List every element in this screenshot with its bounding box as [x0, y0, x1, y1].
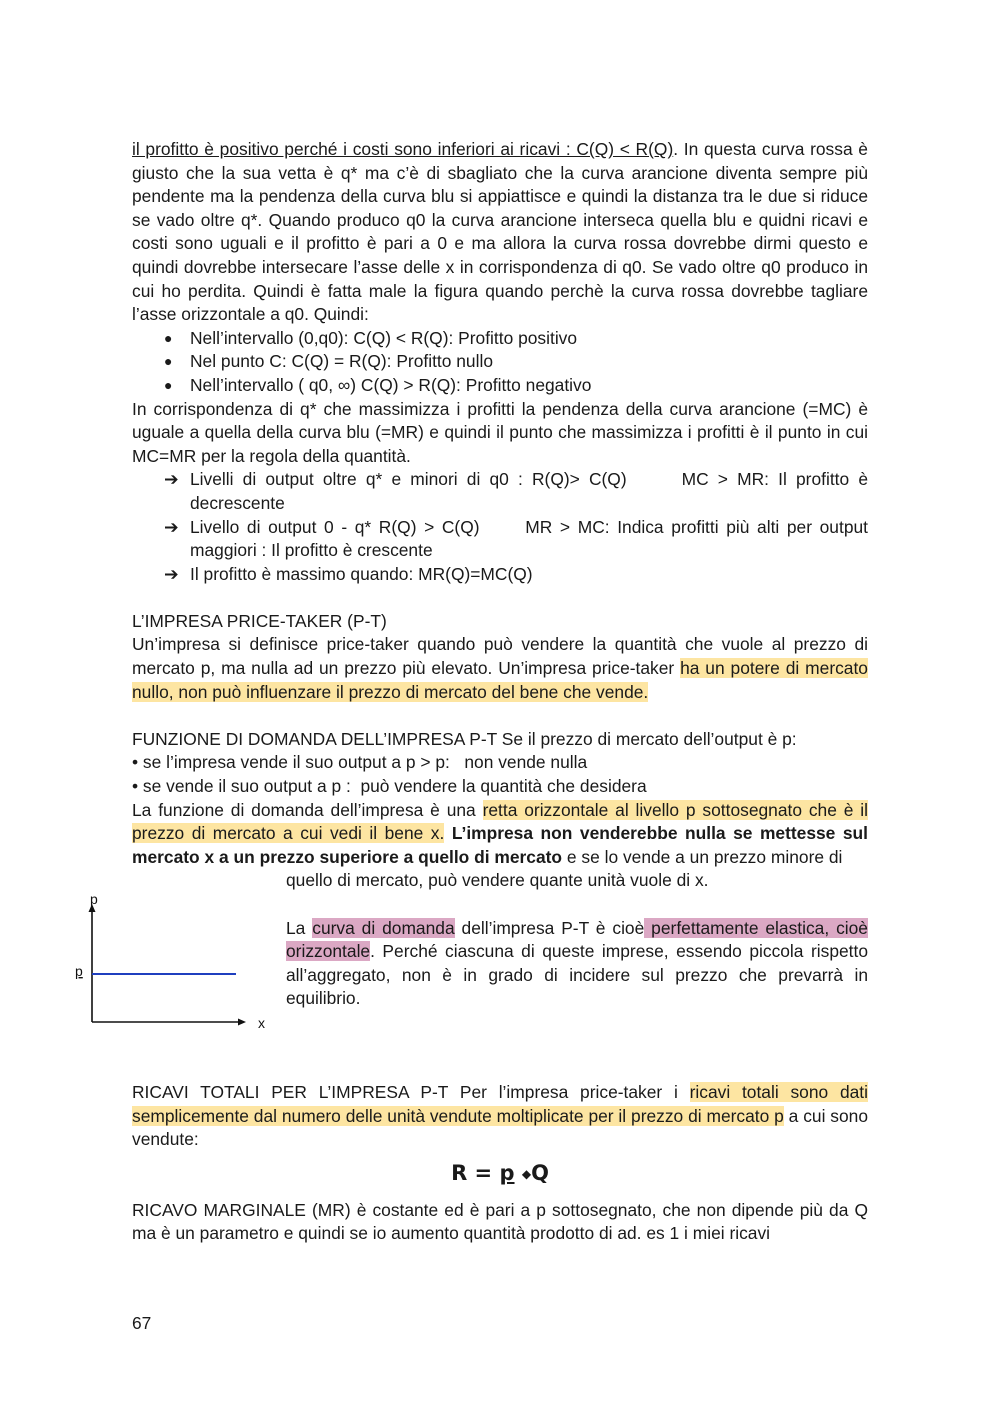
mc-mr-paragraph: In corrispondenza di q* che massimizza i profitti la pendenza della curva arancione (=MC) è uguale a quella della curva blu (=MR) e quindi il punto che massimizza i profitti è il punto in cui MC=MR per la regola della quantità.	[132, 398, 868, 466]
x-axis-label: x	[258, 1015, 265, 1031]
output-arrow-list	[132, 468, 873, 586]
x-axis-arrow	[238, 1019, 246, 1026]
page-number: 67	[132, 1313, 152, 1333]
list-item: ● Nell’intervallo (0,q0): C(Q) < R(Q): Profitto positivo	[132, 327, 868, 351]
bold-text: L’impresa non venderebbe nulla se mettesse sul mercato x a un prezzo superiore a quello di mercato	[132, 823, 868, 867]
formula-r: R	[451, 1160, 468, 1185]
demand-rule-2: • se vende il suo output a p : può vendere la quantità che desidera	[132, 776, 647, 797]
formula-p: p	[499, 1160, 515, 1185]
profit-bullet-list	[132, 327, 868, 398]
arrow-icon: ➔	[164, 469, 179, 490]
marginal-revenue-paragraph: RICAVO MARGINALE (MR) è costante ed è pari a p sottosegnato, che non dipende più da Q ma è un parametro e quindi se io aumento quantità prodotto di ad. es 1 i miei ricavi	[132, 1199, 868, 1244]
highlight-yellow: retta orizzontale al livello p sottosegnato che è il prezzo di mercato a cui vedi il bene x.	[132, 799, 868, 844]
price-label: p	[75, 963, 83, 979]
total-revenue-paragraph: RICAVI TOTALI PER L’IMPRESA P-T Per l’impresa price-taker i ricavi totali sono dati semplicemente dal numero delle unità vendute moltiplicate per il prezzo di mercato p a cui sono vendute:	[132, 1081, 868, 1150]
demand-rule-1: • se l’impresa vende il suo output a p > p: non vende nulla	[132, 752, 588, 773]
bullet-marker: ●	[164, 329, 173, 346]
list-item: ➔ Livelli di output oltre q* e minori di q0 : R(Q)> C(Q) MC > MR: Il profitto è decrescente	[164, 469, 873, 513]
bullet-marker: ●	[164, 376, 173, 393]
highlight-yellow: ricavi totali sono dati semplicemente dal numero delle unità vendute moltiplicate per il prezzo di mercato p	[132, 1081, 868, 1126]
demand-function-heading: FUNZIONE DI DOMANDA DELL’IMPRESA P-T Se il prezzo di mercato dell’output è p:	[132, 728, 797, 749]
page-content	[132, 138, 873, 1246]
intro-paragraph	[132, 138, 868, 327]
demand-curve-svg	[70, 890, 280, 1040]
list-item: ➔ Livello di output 0 - q* R(Q) > C(Q) MR > MC: Indica profitti più alti per output maggiori : Il profitto è crescente	[164, 516, 873, 561]
list-item: ● Nel punto C: C(Q) = R(Q): Profitto nullo	[132, 350, 868, 374]
demand-curve-graph	[70, 890, 280, 1040]
formula-dot: ◆	[521, 1166, 532, 1181]
list-item: ● Nell’intervallo ( q0, ∞) C(Q) > R(Q): Profitto negativo	[132, 374, 868, 398]
y-axis-label: p	[90, 891, 98, 907]
demand-paragraph-continued: quello di mercato, può vendere quante unità vuole di x.	[286, 870, 709, 891]
list-item: ➔ Il profitto è massimo quando: MR(Q)=MC(Q)	[132, 563, 868, 587]
arrow-icon: ➔	[164, 516, 179, 537]
arrow-icon: ➔	[164, 563, 179, 584]
bullet-marker: ●	[164, 353, 173, 370]
revenue-formula	[132, 1158, 868, 1189]
intro-underlined-text: il profitto è positivo perché i costi sono inferiori ai ricavi : C(Q) < R(Q)	[132, 139, 674, 159]
demand-paragraph: La funzione di domanda dell’impresa è una retta orizzontale al livello p sottosegnato che è il prezzo di mercato a cui vedi il bene x. L’impresa non venderebbe nulla se mettesse sul mercato x a un prezzo superiore a quello di mercato e se lo vende a un prezzo minore di	[132, 799, 868, 867]
price-taker-paragraph: Un’impresa si definisce price-taker quando può vendere la quantità che vuole al prezzo di mercato p, ma nulla ad un prezzo più elevato. Un’impresa price-taker ha un potere di mercato nullo, non può influenzare il prezzo di mercato del bene che vende.	[132, 634, 868, 702]
formula-equals: =	[474, 1160, 493, 1185]
intro-text: . In questa curva rossa è giusto che la sua vetta è q* ma c’è di sbagliato che la curva arancione diventa sempre più pendente ma la pendenza della curva blu si appiattisce e quindi la distanza tra le due si riduce se vado oltre q*. Quando produco q0 la curva arancione interseca quella blu e quidni ricavi e costi sono uguali e il profitto è pari a 0 e ma allora la curva rossa dovrebbe dirmi questo e quindi dovrebbe intersecare l’asse delle x in corrispondenza di q0. Se vado oltre q0 produco in cui ho perdita. Quindi è fatta male la figura quando perchè la curva rossa dovrebbe tagliare l’asse orizzontale a q0. Quindi:	[132, 139, 868, 325]
highlight-pink: perfettamente elastica, cioè orizzontale	[286, 917, 868, 962]
section-heading-price-taker: L’IMPRESA PRICE-TAKER (P-T)	[132, 610, 387, 631]
formula-q: Q	[531, 1160, 549, 1185]
demand-curve-paragraph: La curva di domanda dell’impresa P-T è cioè perfettamente elastica, cioè orizzontale. Perché ciascuna di queste imprese, essendo piccola rispetto all’aggregato, non è in grado di incidere sul prezzo che prevarrà in equilibrio.	[286, 917, 868, 1009]
highlight-pink: curva di domanda	[312, 917, 455, 938]
highlight-yellow: ha un potere di mercato nullo, non può influenzare il prezzo di mercato del bene che vende.	[132, 658, 868, 702]
